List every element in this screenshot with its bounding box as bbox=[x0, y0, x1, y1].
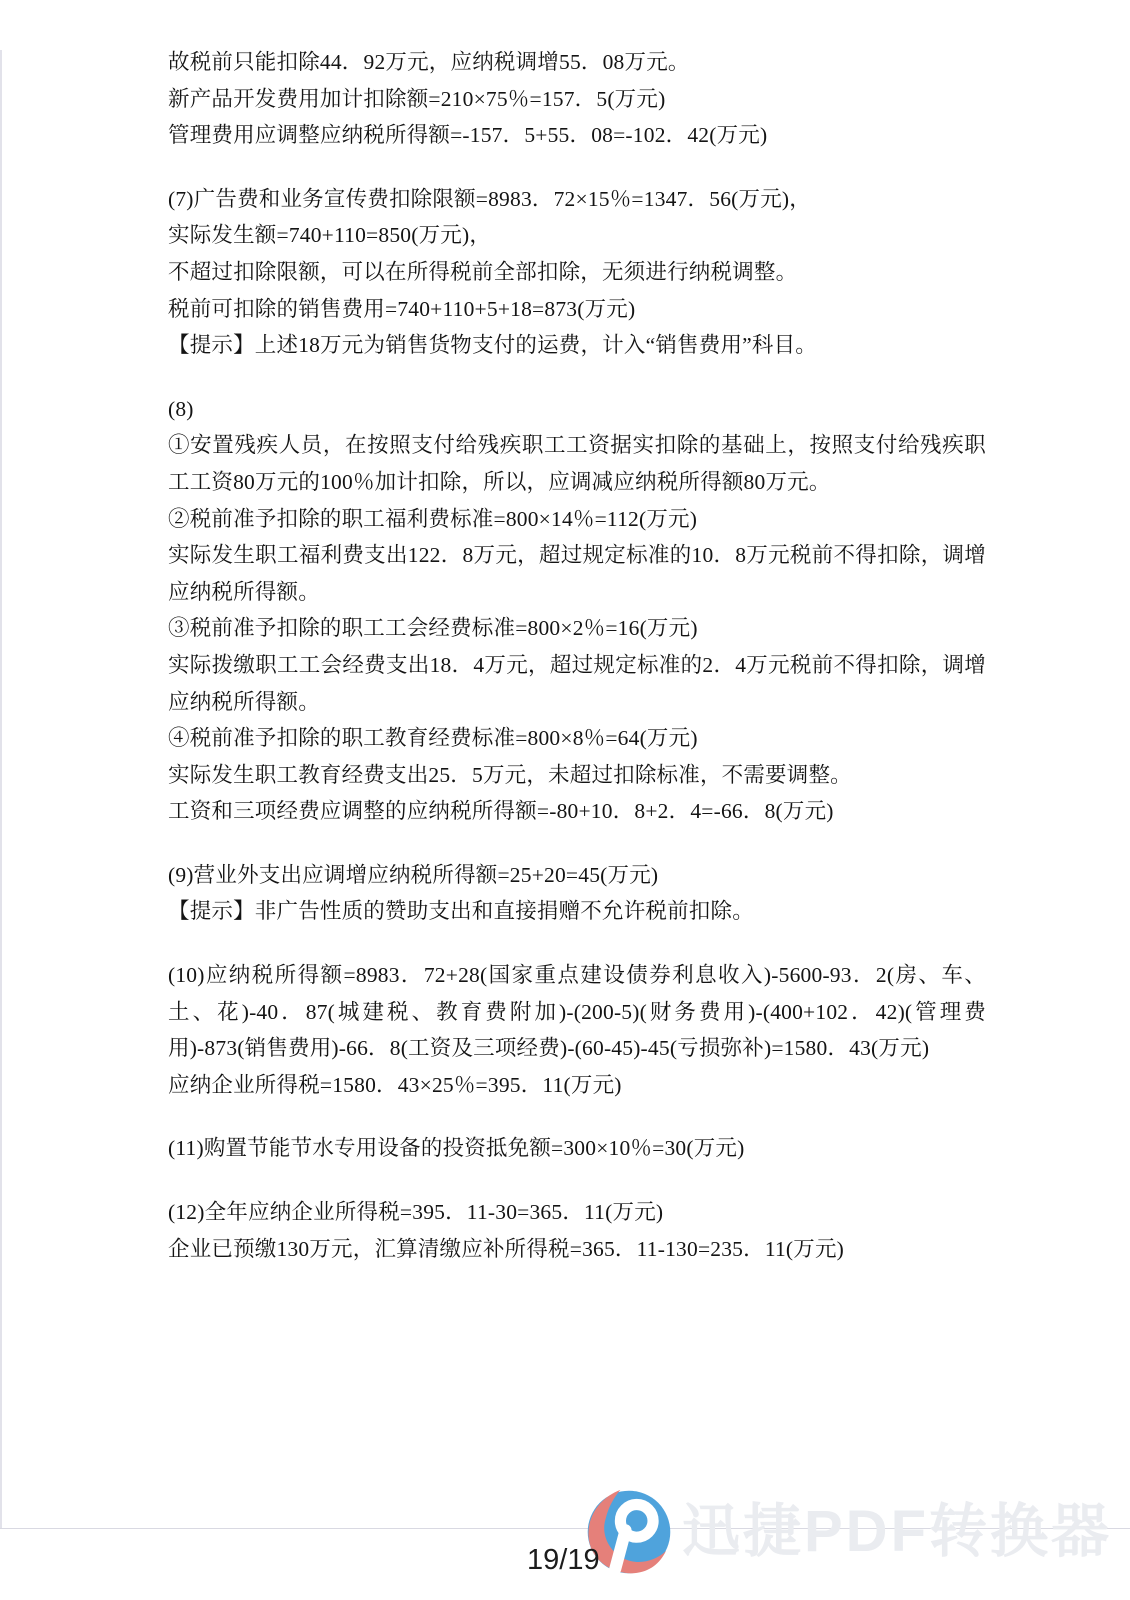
watermark-text: 迅捷PDF转换器 bbox=[682, 1499, 1113, 1564]
text-line: 税前可扣除的销售费用=740+110+5+18=873(万元) bbox=[168, 296, 636, 321]
page-number: 19/19 bbox=[527, 1544, 600, 1576]
paragraph-group bbox=[168, 44, 986, 154]
text-line: 故税前只能扣除44．92万元，应纳税调增55．08万元。 bbox=[168, 50, 690, 74]
text-line: 【提示】非广告性质的赞助支出和直接捐赠不允许税前扣除。 bbox=[168, 899, 754, 924]
text-line: (7)广告费和业务宣传费扣除限额=8983．72×15％=1347．56(万元)， bbox=[168, 186, 811, 211]
text-line: 新产品开发费用加计扣除额=210×75％=157．5(万元) bbox=[168, 86, 666, 111]
paragraph-group bbox=[168, 391, 986, 830]
text-line: 【提示】上述18万元为销售货物支付的运费，计入“销售费用”科目。 bbox=[168, 333, 817, 358]
text-line: (9)营业外支出应调增应纳税所得额=25+20=45(万元) bbox=[168, 862, 659, 887]
paragraph-group bbox=[168, 1130, 986, 1167]
text-line: 实际发生职工福利费支出122．8万元，超过规定标准的10．8万元税前不得扣除，调增应纳税所得额。 bbox=[168, 543, 986, 604]
converter-watermark bbox=[586, 1489, 1112, 1575]
text-line: 实际拨缴职工工会经费支出18．4万元，超过规定标准的2．4万元税前不得扣除，调增应纳税所得额。 bbox=[168, 652, 986, 714]
text-line: (11)购置节能节水专用设备的投资抵免额=300×10％=30(万元) bbox=[168, 1136, 745, 1161]
paragraph-group bbox=[168, 181, 986, 364]
page-left-border bbox=[0, 50, 2, 1529]
text-line: ④税前准予扣除的职工教育经费标准=800×8％=64(万元) bbox=[168, 726, 698, 751]
text-line: 工资和三项经费应调整的应纳税所得额=-80+10．8+2．4=-66．8(万元) bbox=[168, 799, 834, 824]
document-body bbox=[168, 44, 986, 1294]
text-line: 应纳企业所得税=1580．43×25％=395．11(万元) bbox=[168, 1072, 622, 1097]
paragraph-group bbox=[168, 957, 986, 1103]
text-line: 实际发生额=740+110=850(万元)， bbox=[168, 223, 492, 248]
paragraph-group bbox=[168, 857, 986, 930]
text-line: ①安置残疾人员，在按照支付给残疾职工工资据实扣除的基础上，按照支付给残疾职工工资80万元的100％加计扣除，所以，应调减应纳税所得额80万元。 bbox=[168, 433, 986, 494]
text-line: 管理费用应调整应纳税所得额=-157．5+55．08=-102．42(万元) bbox=[168, 123, 768, 148]
text-line: ②税前准予扣除的职工福利费标准=800×14％=112(万元) bbox=[168, 506, 698, 531]
text-line: 企业已预缴130万元，汇算清缴应补所得税=365．11-130=235．11(万元) bbox=[168, 1236, 845, 1261]
text-line: (12)全年应纳企业所得税=395．11-30=365．11(万元) bbox=[168, 1200, 664, 1225]
text-line: (10)应纳税所得额=8983．72+28(国家重点建设债券利息收入)-5600-93．2(房、车、土、花)-40．87(城建税、教育费附加)-(200-5)(财务费用)-(400+102．42)(管理费用)-873(销售费用)-66．8(工资及三项经费)-(60-45)-45(亏损弥补)=1580．43(万元) bbox=[168, 963, 986, 1061]
text-line: 不超过扣除限额，可以在所得税前全部扣除，无须进行纳税调整。 bbox=[168, 259, 798, 284]
paragraph-group bbox=[168, 1194, 986, 1267]
text-line: 实际发生职工教育经费支出25．5万元，未超过扣除标准，不需要调整。 bbox=[168, 762, 852, 787]
text-line: ③税前准予扣除的职工工会经费标准=800×2％=16(万元) bbox=[168, 616, 698, 641]
text-line: (8) bbox=[168, 396, 194, 421]
